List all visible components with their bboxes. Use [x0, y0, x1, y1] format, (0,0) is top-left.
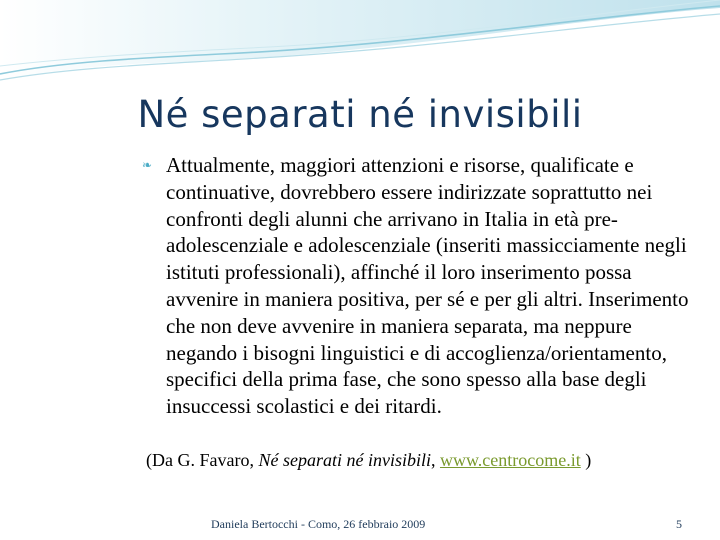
- bullet-paragraph: [142, 152, 702, 420]
- citation-prefix: (Da G. Favaro,: [146, 450, 254, 470]
- header-wave-decoration: [0, 0, 720, 90]
- slide-title: Né separati né invisibili: [137, 93, 583, 136]
- citation-separator: ,: [430, 450, 436, 470]
- bullet-icon: ❧: [142, 158, 153, 172]
- citation: [146, 450, 591, 471]
- citation-work-title: Né separati né invisibili: [258, 450, 431, 470]
- slide-body: [142, 152, 702, 420]
- footer-author: Daniela Bertocchi - Como, 26 febbraio 2009: [211, 517, 426, 531]
- citation-link[interactable]: www.centrocome.it: [439, 450, 581, 470]
- page-number: 5: [676, 517, 682, 531]
- citation-suffix: ): [585, 450, 592, 470]
- paragraph-text: Attualmente, maggiori attenzioni e risorse, qualificate e continuative, dovrebbero essere indirizzate soprattutto nei confronti degli alunni che arrivano in Italia in età pre-adolescenziale e adolescenziale (inseriti massicciamente negli istituti professionali), affinché il loro inserimento possa avvenire in maniera positiva, per sé e per gli altri. Inserimento che non deve avvenire in maniera separata, ma neppure negando i bisogni linguistici e di accoglienza/orientamento, specifici della prima fase, che sono spesso alla base degli insuccessi scolastici e dei ritardi.: [166, 153, 689, 419]
